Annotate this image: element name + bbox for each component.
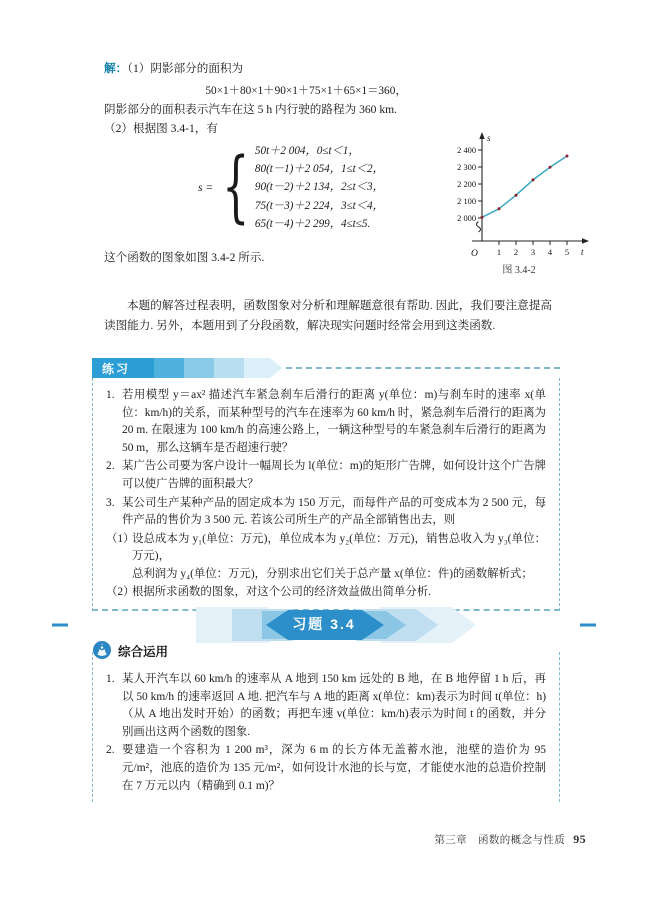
svg-text:1: 1	[496, 248, 502, 257]
practice-item-2-text: 某广告公司要为客户设计一幅周长为 l(单位：m)的矩形广告牌，如何设计这个广告牌可以使广告牌的面积最大？	[122, 460, 546, 490]
exercises-section	[92, 640, 560, 802]
solution-label: 解：	[104, 62, 128, 75]
figure-3-4-2	[444, 128, 594, 278]
page-number: 95	[573, 832, 586, 846]
piecewise-graph-svg	[444, 128, 594, 278]
piecewise-case-1: 50t＋2 004，0≤t＜1，	[254, 145, 360, 157]
practice-subitem-1-line2: 总利润为 y₄(单位：万元)，分别求出它们关于总产量 x(单位：件)的函数解析式；	[132, 567, 533, 580]
practice-item-1-text: 若用模型 y＝ax² 描述汽车紧急刹车后滑行的距离 y(单位：m)与刹车时的速率 x(单位：km/h)的关系，而某种型号的汽车在速率为 60 km/h 时，紧急刹车后滑行的距离为 20 m. 在限速为 100 km/h 的高速公路上，一辆这种型号的车紧急刹车后滑行的距离为 50 m，那么这辆车是否超速行驶？	[122, 389, 546, 454]
svg-text:t: t	[581, 247, 584, 257]
svg-text:2 000: 2 000	[457, 214, 476, 223]
practice-section	[92, 358, 560, 611]
svg-text:2: 2	[513, 248, 519, 257]
practice-subitem-1	[106, 531, 546, 584]
practice-item-3-text: 某公司生产某种产品的固定成本为 150 万元，而每件产品的可变成本为 2 500 元，每件产品的售价为 3 500 元. 若该公司所生产的产品全部销售出去，则	[122, 496, 546, 527]
solution-line-3: （2）根据图 3.4-1，有	[104, 122, 219, 135]
practice-subitem-2-number: （2）	[106, 585, 135, 598]
piecewise-cases	[255, 142, 384, 233]
exercise-category-label: 综合运用	[118, 645, 169, 659]
piecewise-case-2: 80(t－1)＋2 054，1≤t＜2，	[254, 163, 384, 176]
exercise-item-2-text: 要建造一个容积为 1 200 m³，深为 6 m 的长方体无盖蓄水池，池壁的造价为 95 元/m²，池底的造价为 135 元/m²，如何设计水池的长与宽，才能使水池的总造价控制在 7 万元以内（精确到 0.1 m)？	[122, 744, 546, 792]
svg-text:3: 3	[530, 248, 536, 257]
svg-text:2 300: 2 300	[457, 163, 476, 172]
svg-text:4: 4	[547, 248, 553, 257]
solution-block	[104, 60, 544, 138]
svg-text:2 200: 2 200	[457, 180, 476, 189]
practice-item-2-number: 2.	[106, 460, 115, 473]
practice-item-1-number: 1.	[106, 389, 115, 401]
exercise-items	[92, 662, 560, 806]
practice-subitem-2-line1: 根据所求函数的图象，对这个公司的经济效益做出简单分析.	[132, 585, 432, 598]
solution-text-1: （1）阴影部分的面积为	[127, 62, 244, 75]
practice-banner-label: 练习	[102, 362, 131, 376]
left-brace-icon: {	[222, 141, 250, 232]
piecewise-case-3: 90(t－2)＋2 134，2≤t＜3，	[254, 181, 384, 194]
svg-text:s: s	[487, 133, 491, 143]
piecewise-lhs: s =	[198, 181, 214, 194]
figure-caption: 图 3.4-2	[502, 265, 536, 276]
svg-text:5: 5	[564, 248, 570, 257]
solution-line-2: 阴影部分的面积表示汽车在这 5 h 内行驶的路程为 360 km.	[104, 103, 398, 116]
practice-banner-dashes	[286, 367, 560, 369]
exercises-banner-label: 习题 3.4	[292, 616, 356, 632]
practice-items	[92, 378, 560, 611]
compass-circle-icon	[92, 640, 112, 660]
piecewise-case-4: 75(t－3)＋2 224，3≤t＜4，	[254, 199, 384, 212]
practice-banner	[92, 358, 560, 378]
list-item	[106, 495, 546, 530]
area-formula: 50×1＋80×1＋90×1＋75×1＋65×1＝360，	[205, 85, 407, 97]
list-item	[106, 671, 546, 741]
practice-item-3-number: 3.	[106, 496, 115, 509]
exercise-item-1-text: 某人开汽车以 60 km/h 的速率从 A 地到 150 km 远处的 B 地，在 B 地停留 1 h 后，再以 50 km/h 的速率返回 A 地. 把汽车与 A 地的距离 x(单位：km)表示为时间 t(单位：h)（从 A 地出发时开始）的函数；再把车速 v(单位：km/h)表示为时间 t 的函数，并分别画出这两个函数的图象.	[122, 673, 546, 738]
exercise-item-1-number: 1.	[106, 673, 115, 685]
piecewise-case-5: 65(t－4)＋2 299，4≤t≤5.	[254, 217, 371, 230]
svg-text:O: O	[471, 249, 478, 259]
practice-subitem-1-line1: 设总成本为 y₁(单位：万元)，单位成本为 y₂(单位：万元)，销售总收入为 y₃(单位：万元)，	[132, 532, 546, 563]
footer-chapter: 第三章 函数的概念与性质	[434, 835, 566, 846]
svg-text:2 400: 2 400	[457, 146, 476, 155]
exercise-item-2-number: 2.	[106, 744, 115, 757]
list-item	[106, 387, 546, 457]
solution-line-1	[104, 60, 544, 78]
practice-subitem-2	[106, 584, 546, 602]
exercise-category-row	[92, 640, 560, 662]
list-item	[106, 742, 546, 795]
page-footer	[434, 832, 586, 847]
list-item	[106, 458, 546, 493]
summary-paragraph: 本题的解答过程表明，函数图象对分析和理解题意很有帮助. 因此，我们要注意提高读图能力. 另外，本题用到了分段函数，解决现实问题时经常会用到这类函数.	[104, 299, 552, 332]
piecewise-function	[198, 142, 384, 233]
solution-line-4: 这个函数的图象如图 3.4-2 所示.	[104, 251, 265, 264]
practice-subitem-1-number: （1）	[106, 532, 135, 545]
svg-text:2 100: 2 100	[457, 197, 476, 206]
